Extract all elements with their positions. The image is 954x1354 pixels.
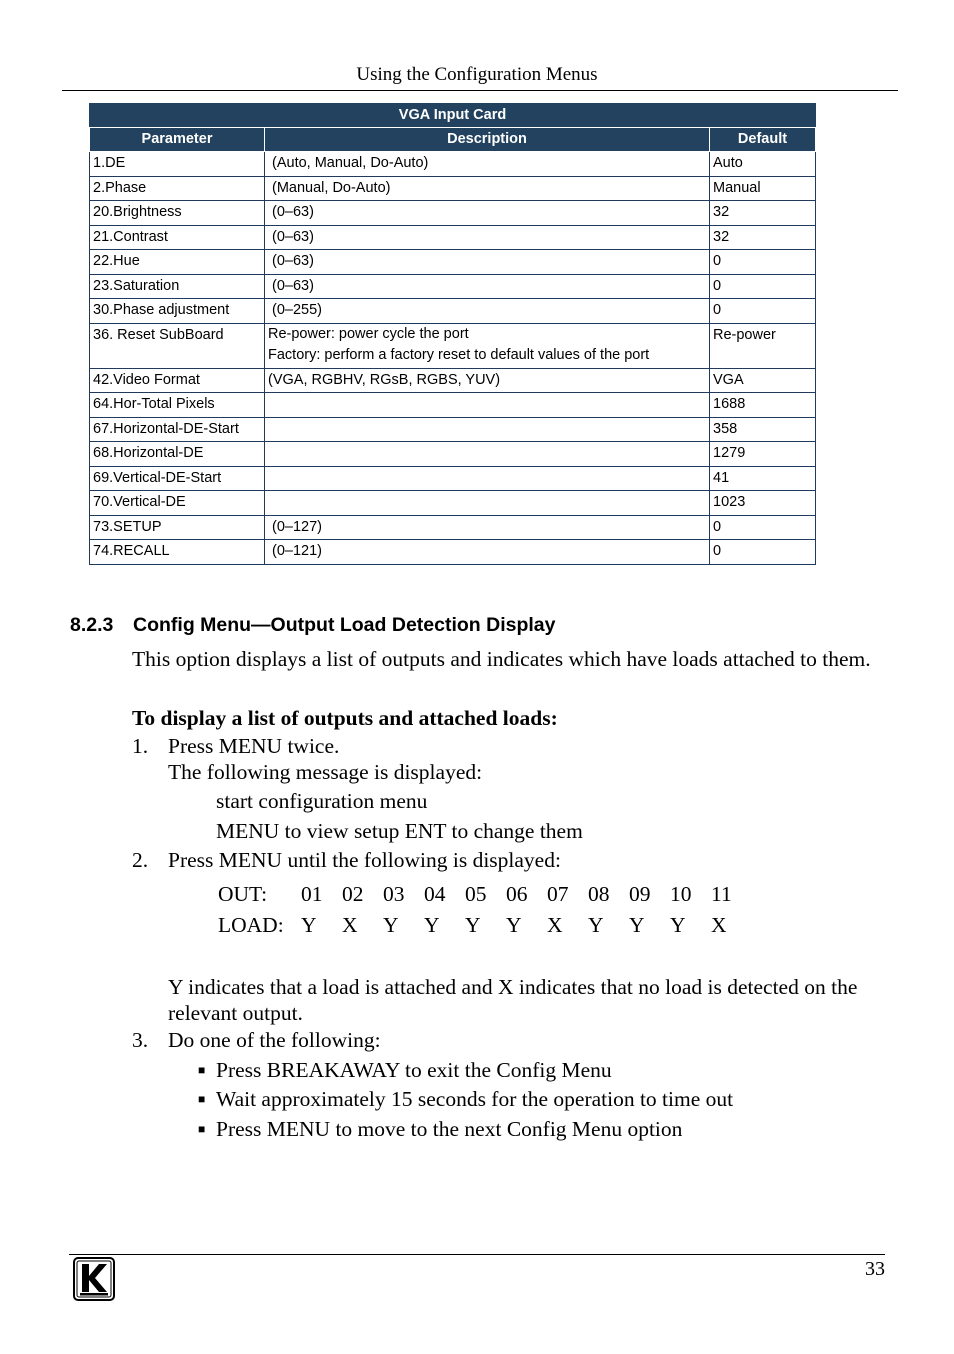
bullet-item <box>198 1087 733 1112</box>
parameter-cell: 74.RECALL <box>90 540 265 565</box>
table-row <box>90 393 816 418</box>
description-cell: (Auto, Manual, Do-Auto) <box>265 152 710 177</box>
out-label: OUT: <box>218 882 268 906</box>
default-cell: 0 <box>710 274 816 299</box>
default-cell: VGA <box>710 368 816 393</box>
description-cell: (Manual, Do-Auto) <box>265 176 710 201</box>
description-cell: (0–63) <box>265 201 710 226</box>
table-row <box>90 515 816 540</box>
header-rule <box>62 90 898 91</box>
output-number: 10 <box>670 882 692 906</box>
default-cell: 358 <box>710 417 816 442</box>
load-detection-display <box>218 879 752 941</box>
parameter-cell: 70.Vertical-DE <box>90 491 265 516</box>
parameter-cell: 30.Phase adjustment <box>90 299 265 324</box>
default-cell: 1023 <box>710 491 816 516</box>
table-row <box>90 201 816 226</box>
description-cell <box>265 417 710 442</box>
intro-paragraph: This option displays a list of outputs and indicates which have loads attached to them. <box>132 647 871 671</box>
table-row <box>90 152 816 177</box>
output-number: 03 <box>383 882 405 906</box>
parameter-cell: 22.Hue <box>90 250 265 275</box>
description-cell <box>265 466 710 491</box>
output-number: 08 <box>588 882 610 906</box>
description-cell: (0–255) <box>265 299 710 324</box>
step-number: 3. <box>132 1028 149 1052</box>
parameter-cell: 2.Phase <box>90 176 265 201</box>
table-row <box>90 299 816 324</box>
default-cell: 1688 <box>710 393 816 418</box>
load-status: X <box>547 913 563 937</box>
bullet-text: Press MENU to move to the next Config Menu option <box>216 1117 683 1141</box>
default-cell: 0 <box>710 540 816 565</box>
default-cell: 0 <box>710 299 816 324</box>
running-header: Using the Configuration Menus <box>356 64 598 85</box>
output-number: 06 <box>506 882 528 906</box>
parameter-cell: 64.Hor-Total Pixels <box>90 393 265 418</box>
section-title: Config Menu—Output Load Detection Display <box>133 614 556 636</box>
default-cell: Manual <box>710 176 816 201</box>
out-row <box>218 879 752 910</box>
description-cell <box>265 442 710 467</box>
parameter-cell: 69.Vertical-DE-Start <box>90 466 265 491</box>
default-cell: 32 <box>710 201 816 226</box>
step-number: 1. <box>132 734 149 758</box>
description-line: Re-power: power cycle the port <box>268 325 469 342</box>
description-cell <box>265 491 710 516</box>
parameter-cell: 67.Horizontal-DE-Start <box>90 417 265 442</box>
step-text: Do one of the following: <box>168 1028 381 1052</box>
parameter-cell: 68.Horizontal-DE <box>90 442 265 467</box>
load-status: Y <box>383 913 399 937</box>
table-title: VGA Input Card <box>90 104 816 128</box>
procedure-title: To display a list of outputs and attached loads: <box>132 706 558 730</box>
load-note: Y indicates that a load is attached and X indicates that no load is detected on the relevant output. <box>168 975 858 1025</box>
parameter-cell: 23.Saturation <box>90 274 265 299</box>
table-row <box>90 176 816 201</box>
load-status: Y <box>301 913 317 937</box>
load-label: LOAD: <box>218 913 284 937</box>
column-header-parameter: Parameter <box>90 128 265 152</box>
description-cell: (0–127) <box>265 515 710 540</box>
parameter-cell: 21.Contrast <box>90 225 265 250</box>
table-row <box>90 323 816 368</box>
description-cell: (0–121) <box>265 540 710 565</box>
footer-rule <box>69 1254 885 1255</box>
load-row <box>218 910 752 941</box>
section-number: 8.2.3 <box>70 614 114 636</box>
column-header-default: Default <box>710 128 816 152</box>
step-number: 2. <box>132 848 149 872</box>
default-cell: 0 <box>710 250 816 275</box>
vga-input-card-table <box>89 103 816 565</box>
parameter-cell: 1.DE <box>90 152 265 177</box>
default-cell: 41 <box>710 466 816 491</box>
display-message-line: MENU to view setup ENT to change them <box>216 819 583 843</box>
default-cell: 0 <box>710 515 816 540</box>
display-message-line: start configuration menu <box>216 789 428 813</box>
description-cell: (0–63) <box>265 225 710 250</box>
section-heading <box>70 614 556 637</box>
description-cell: (VGA, RGBHV, RGsB, RGBS, YUV) <box>265 368 710 393</box>
load-status: Y <box>424 913 440 937</box>
step-text: Press MENU until the following is displayed: <box>168 848 561 872</box>
load-status: Y <box>670 913 686 937</box>
parameter-cell: 73.SETUP <box>90 515 265 540</box>
output-number: 04 <box>424 882 446 906</box>
table-row <box>90 442 816 467</box>
output-number: 05 <box>465 882 487 906</box>
output-number: 07 <box>547 882 569 906</box>
output-number: 02 <box>342 882 364 906</box>
description-cell: (0–63) <box>265 250 710 275</box>
page-number: 33 <box>865 1258 885 1280</box>
description-line: Factory: perform a factory reset to default values of the port <box>268 346 650 363</box>
bullet-marker-icon: ■ <box>198 1122 206 1136</box>
table-row <box>90 368 816 393</box>
bullet-marker-icon: ■ <box>198 1063 206 1077</box>
bullet-item <box>198 1117 682 1142</box>
load-status: X <box>342 913 358 937</box>
bullet-item <box>198 1058 612 1083</box>
column-header-description: Description <box>265 128 710 152</box>
description-cell: (0–63) <box>265 274 710 299</box>
step-text: Press MENU twice. <box>168 734 340 758</box>
parameter-cell: 20.Brightness <box>90 201 265 226</box>
default-cell: 32 <box>710 225 816 250</box>
table-row <box>90 225 816 250</box>
output-number: 09 <box>629 882 651 906</box>
description-cell <box>265 393 710 418</box>
table-row <box>90 274 816 299</box>
default-cell: Re-power <box>710 323 816 368</box>
bullet-text: Wait approximately 15 seconds for the operation to time out <box>216 1087 734 1111</box>
table-row <box>90 540 816 565</box>
output-number: 11 <box>711 882 732 906</box>
load-status: Y <box>506 913 522 937</box>
table-row <box>90 491 816 516</box>
table-row <box>90 417 816 442</box>
default-cell: 1279 <box>710 442 816 467</box>
table-row <box>90 466 816 491</box>
bullet-marker-icon: ■ <box>198 1092 206 1106</box>
parameter-cell: 36. Reset SubBoard <box>90 323 265 368</box>
default-cell: Auto <box>710 152 816 177</box>
output-number: 01 <box>301 882 323 906</box>
description-cell <box>265 323 710 368</box>
load-status: Y <box>588 913 604 937</box>
parameter-cell: 42.Video Format <box>90 368 265 393</box>
load-status: X <box>711 913 727 937</box>
step-subtext: The following message is displayed: <box>168 760 483 784</box>
table-row <box>90 250 816 275</box>
load-status: Y <box>629 913 645 937</box>
load-status: Y <box>465 913 481 937</box>
bullet-text: Press BREAKAWAY to exit the Config Menu <box>216 1058 612 1082</box>
kramer-logo-icon <box>73 1257 115 1301</box>
